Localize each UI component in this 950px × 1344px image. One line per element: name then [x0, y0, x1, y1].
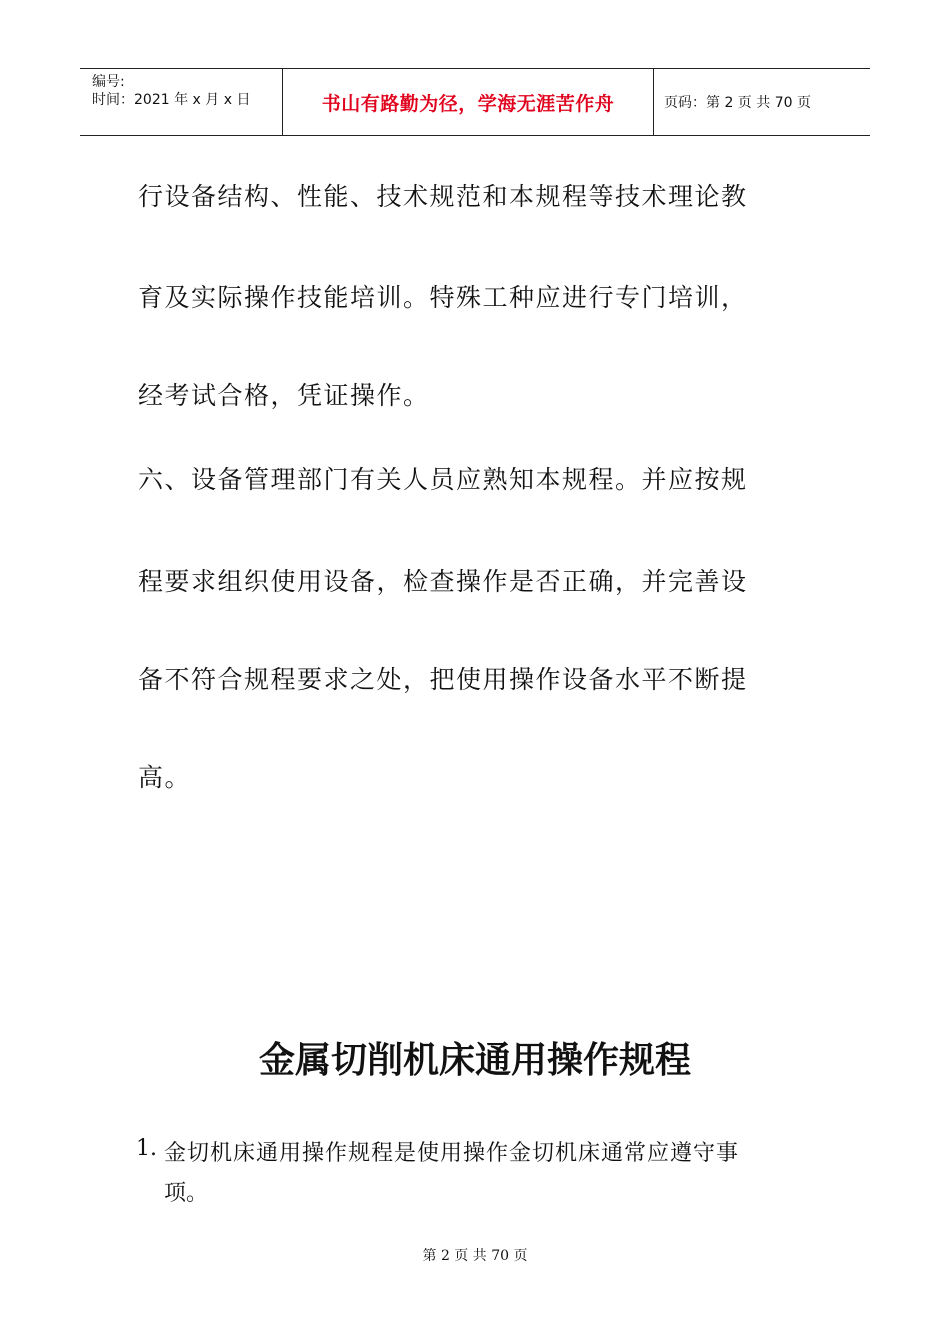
body-line: 行设备结构、性能、技术规范和本规程等技术理论教 [138, 182, 748, 211]
page-header [80, 68, 870, 136]
document-number-label: 编号: [92, 74, 125, 90]
page-footer: 第 2 页 共 70 页 [422, 1248, 528, 1264]
body-line: 六、设备管理部门有关人员应熟知本规程。并应按规 [138, 465, 748, 494]
list-item-text: 金切机床通用操作规程是使用操作金切机床通常应遵守事 [164, 1141, 740, 1166]
body-line: 育及实际操作技能培训。特殊工种应进行专门培训， [138, 283, 748, 312]
header-page-info: 页码：第 2 页 共 70 页 [664, 95, 811, 111]
list-item-text-continued: 项。 [164, 1181, 209, 1206]
header-motto: 书山有路勤为径，学海无涯苦作舟 [282, 69, 654, 135]
list-item-number: 1. [136, 1136, 157, 1161]
body-line: 程要求组织使用设备，检查操作是否正确，并完善设 [138, 567, 748, 596]
section-title: 金属切削机床通用操作规程 [258, 1040, 691, 1081]
body-line: 经考试合格，凭证操作。 [138, 381, 430, 410]
body-line: 高。 [138, 763, 192, 792]
document-time-label: 时间：2021 年 x 月 x 日 [92, 92, 251, 108]
header-meta [80, 69, 282, 135]
body-line: 备不符合规程要求之处，把使用操作设备水平不断提 [138, 665, 748, 694]
